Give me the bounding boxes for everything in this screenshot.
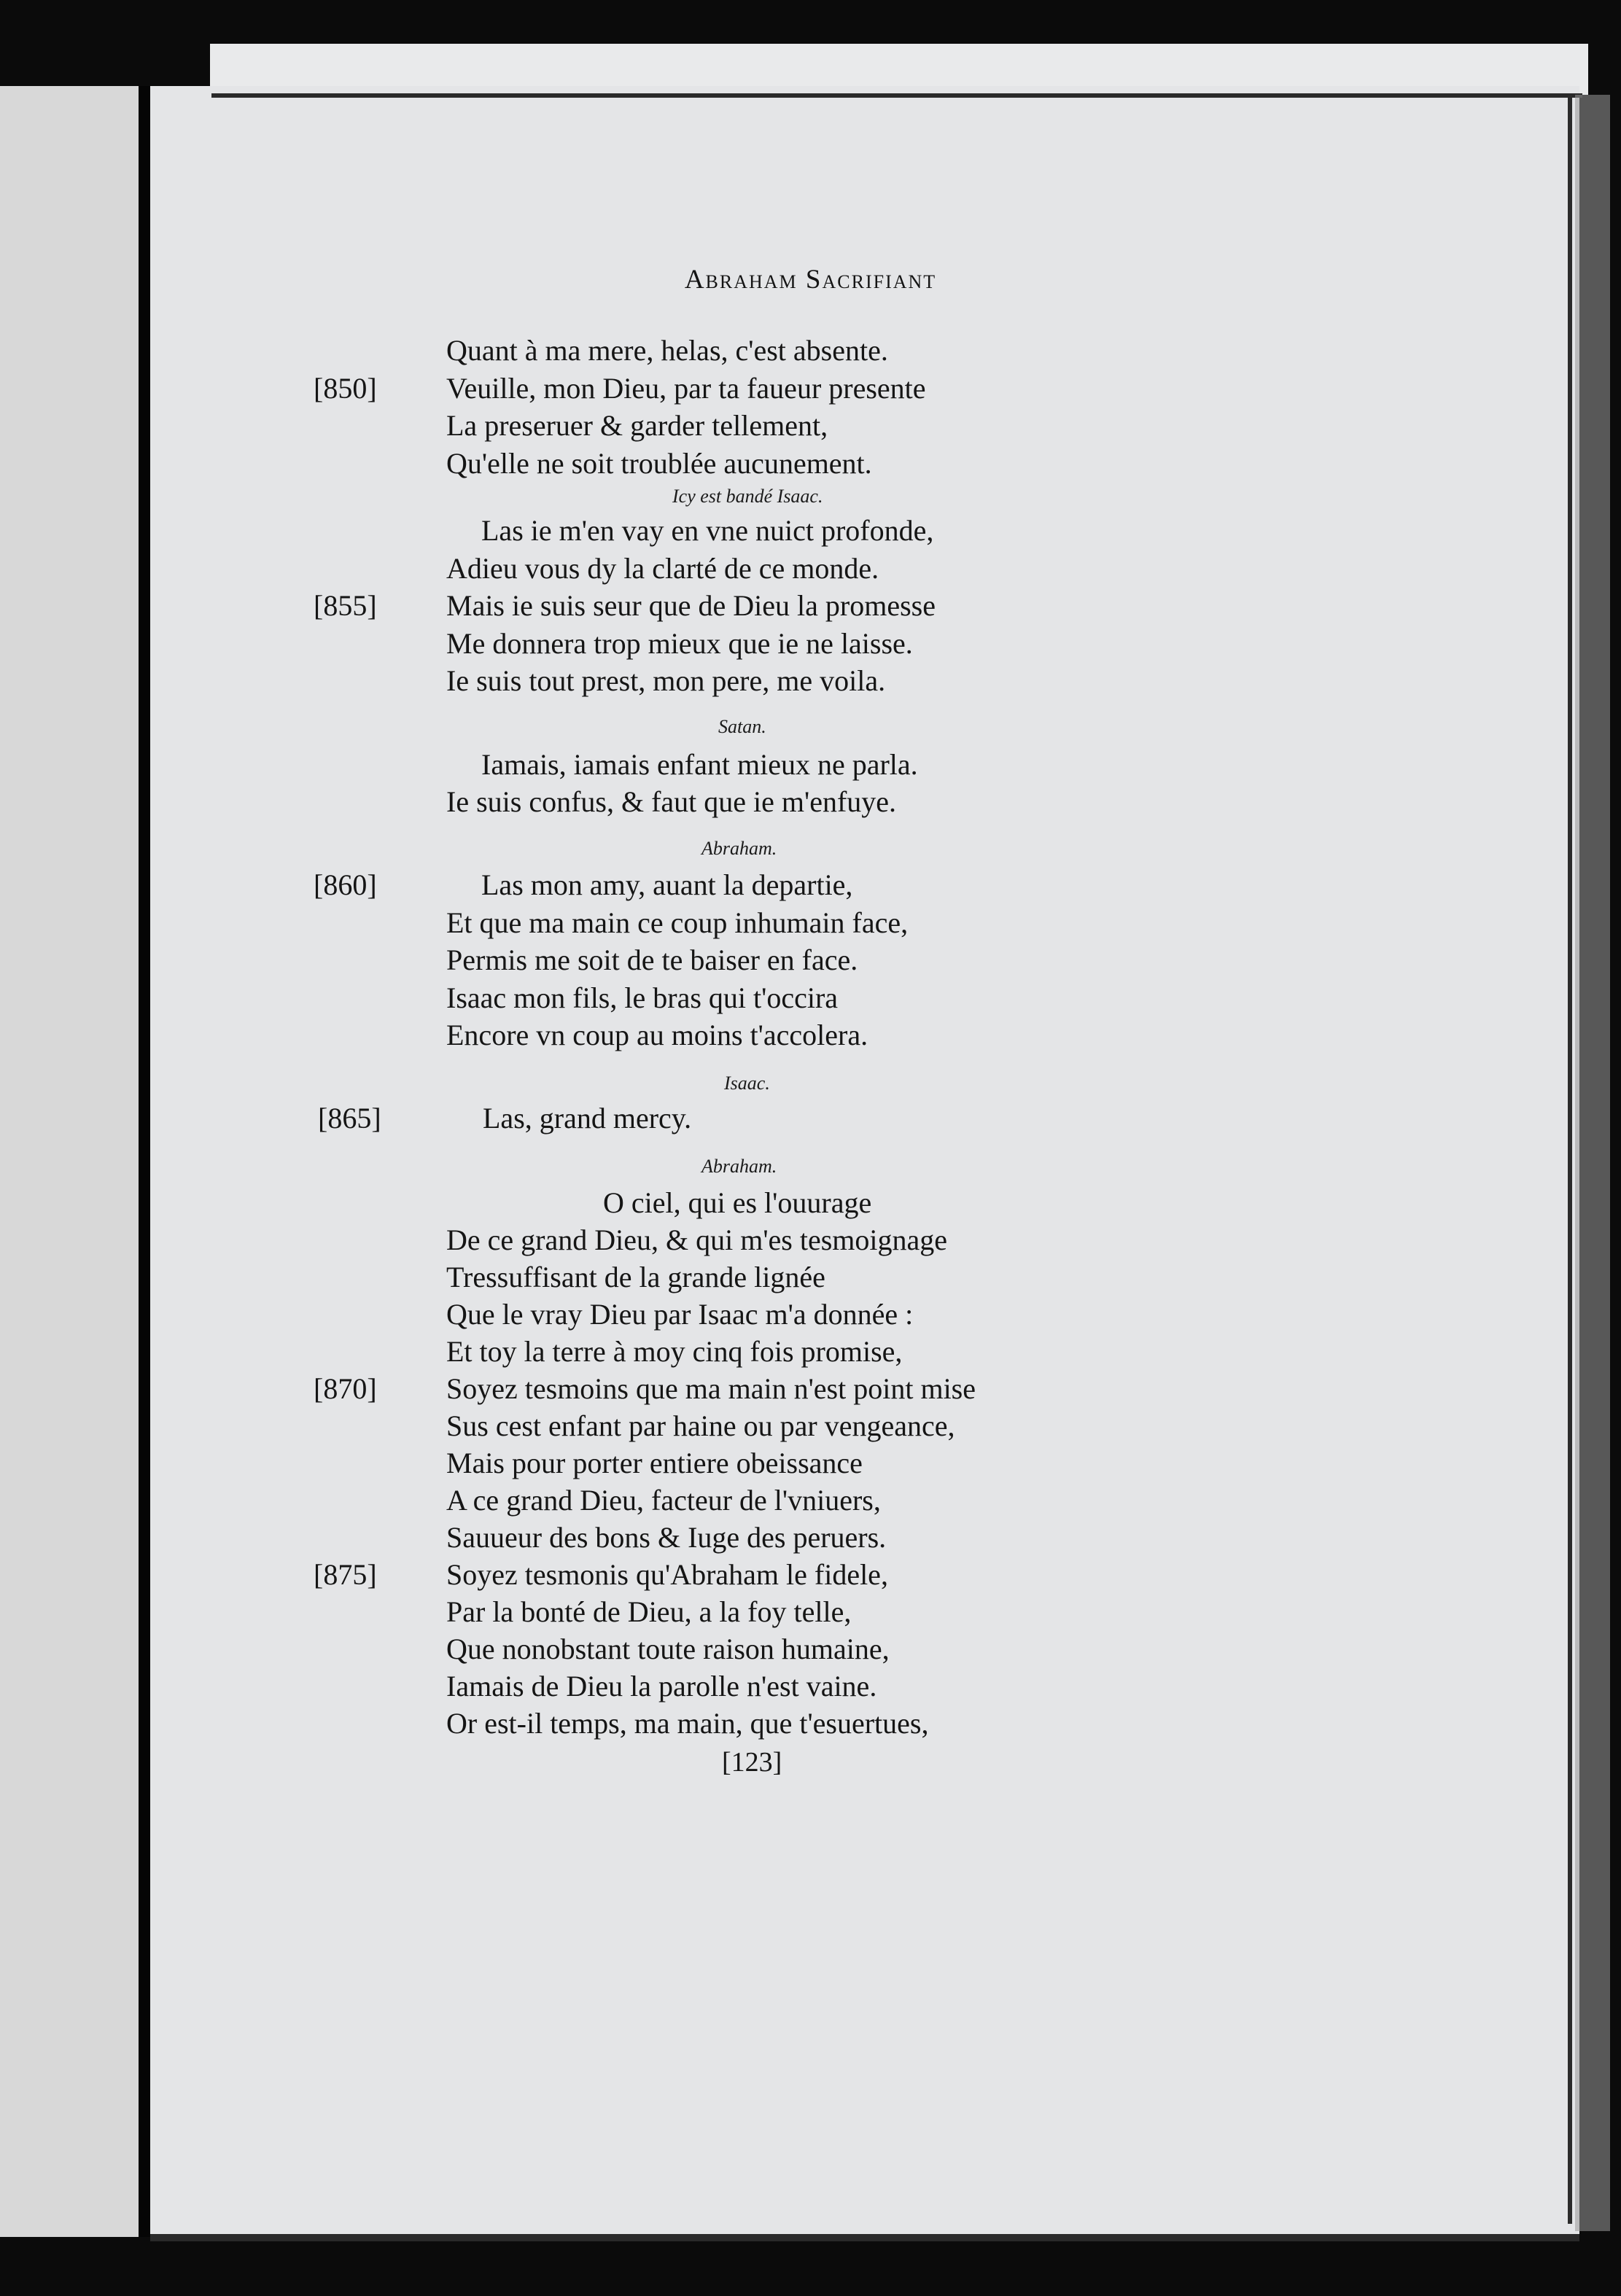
verse-line: Iamais, iamais enfant mieux ne parla. [481, 748, 918, 781]
verse-line: Veuille, mon Dieu, par ta faueur presente [446, 372, 926, 405]
verse-line: Par la bonté de Dieu, a la foy telle, [446, 1595, 852, 1628]
speaker-label: Satan. [718, 716, 766, 737]
speaker-label: Abraham. [701, 838, 777, 859]
verse-line: Tressuffisant de la grande lignée [446, 1261, 825, 1293]
verse-line: Isaac mon fils, le bras qui t'occira [446, 981, 839, 1014]
verse-line: Sus cest enfant par haine ou par vengeance, [446, 1409, 955, 1442]
verse-line: Permis me soit de te baiser en face. [446, 943, 858, 976]
verse-line: A ce grand Dieu, facteur de l'vniuers, [446, 1484, 881, 1517]
line-number: [855] [314, 589, 377, 622]
book-gutter [139, 86, 150, 2237]
line-number: [865] [318, 1102, 381, 1135]
line-number: [850] [314, 372, 377, 405]
verse-line: O ciel, qui es l'ouurage [603, 1186, 872, 1219]
verse-line: Las mon amy, auant la departie, [481, 868, 853, 901]
verse-line: Qu'elle ne soit troublée aucunement. [446, 447, 872, 480]
verse-line: Quant à ma mere, helas, c'est absente. [446, 334, 888, 367]
page-frame-right [1568, 95, 1572, 2224]
verse-line: Las, grand mercy. [483, 1102, 692, 1135]
page-bottom-edge [150, 2234, 1579, 2241]
verse-line: Que le vray Dieu par Isaac m'a donnée : [446, 1298, 914, 1331]
verse-line: De ce grand Dieu, & qui m'es tesmoignage [446, 1223, 948, 1256]
verse-line: Ie suis tout prest, mon pere, me voila. [446, 664, 886, 697]
stage-direction: Icy est bandé Isaac. [672, 486, 823, 507]
verse-line: La preseruer & garder tellement, [446, 409, 828, 442]
page-edge-shadow [1575, 95, 1610, 2231]
facing-page-edge [0, 86, 140, 2237]
verse-line: Mais ie suis seur que de Dieu la promesse [446, 589, 936, 622]
verse-line: Or est-il temps, ma main, que t'esuertues, [446, 1707, 929, 1740]
verse-line: Sauueur des bons & Iuge des peruers. [446, 1521, 887, 1554]
verse-line: Et que ma main ce coup inhumain face, [446, 906, 909, 939]
verse-line: Adieu vous dy la clarté de ce monde. [446, 552, 879, 585]
speaker-label: Isaac. [724, 1073, 770, 1094]
verse-line: Ie suis confus, & faut que ie m'enfuye. [446, 785, 897, 818]
verse-line: Que nonobstant toute raison humaine, [446, 1633, 890, 1665]
book-page [150, 86, 1579, 2237]
verse-line: Et toy la terre à moy cinq fois promise, [446, 1335, 903, 1368]
verse-line: Soyez tesmoins que ma main n'est point mise [446, 1372, 976, 1405]
verse-line: Las ie m'en vay en vne nuict profonde, [481, 514, 934, 547]
line-number: [875] [314, 1558, 377, 1591]
line-number: [870] [314, 1372, 377, 1405]
page-number: [123] [722, 1747, 782, 1778]
verse-line: Iamais de Dieu la parolle n'est vaine. [446, 1670, 877, 1702]
verse-line: Mais pour porter entiere obeissance [446, 1447, 863, 1479]
speaker-label: Abraham. [701, 1156, 777, 1177]
running-head: Abraham Sacrifiant [684, 265, 937, 295]
line-number: [860] [314, 868, 377, 901]
verse-line: Soyez tesmonis qu'Abraham le fidele, [446, 1558, 888, 1591]
verse-line: Encore vn coup au moins t'accolera. [446, 1019, 868, 1051]
page-frame-top [211, 93, 1582, 98]
verse-line: Me donnera trop mieux que ie ne laisse. [446, 627, 913, 660]
